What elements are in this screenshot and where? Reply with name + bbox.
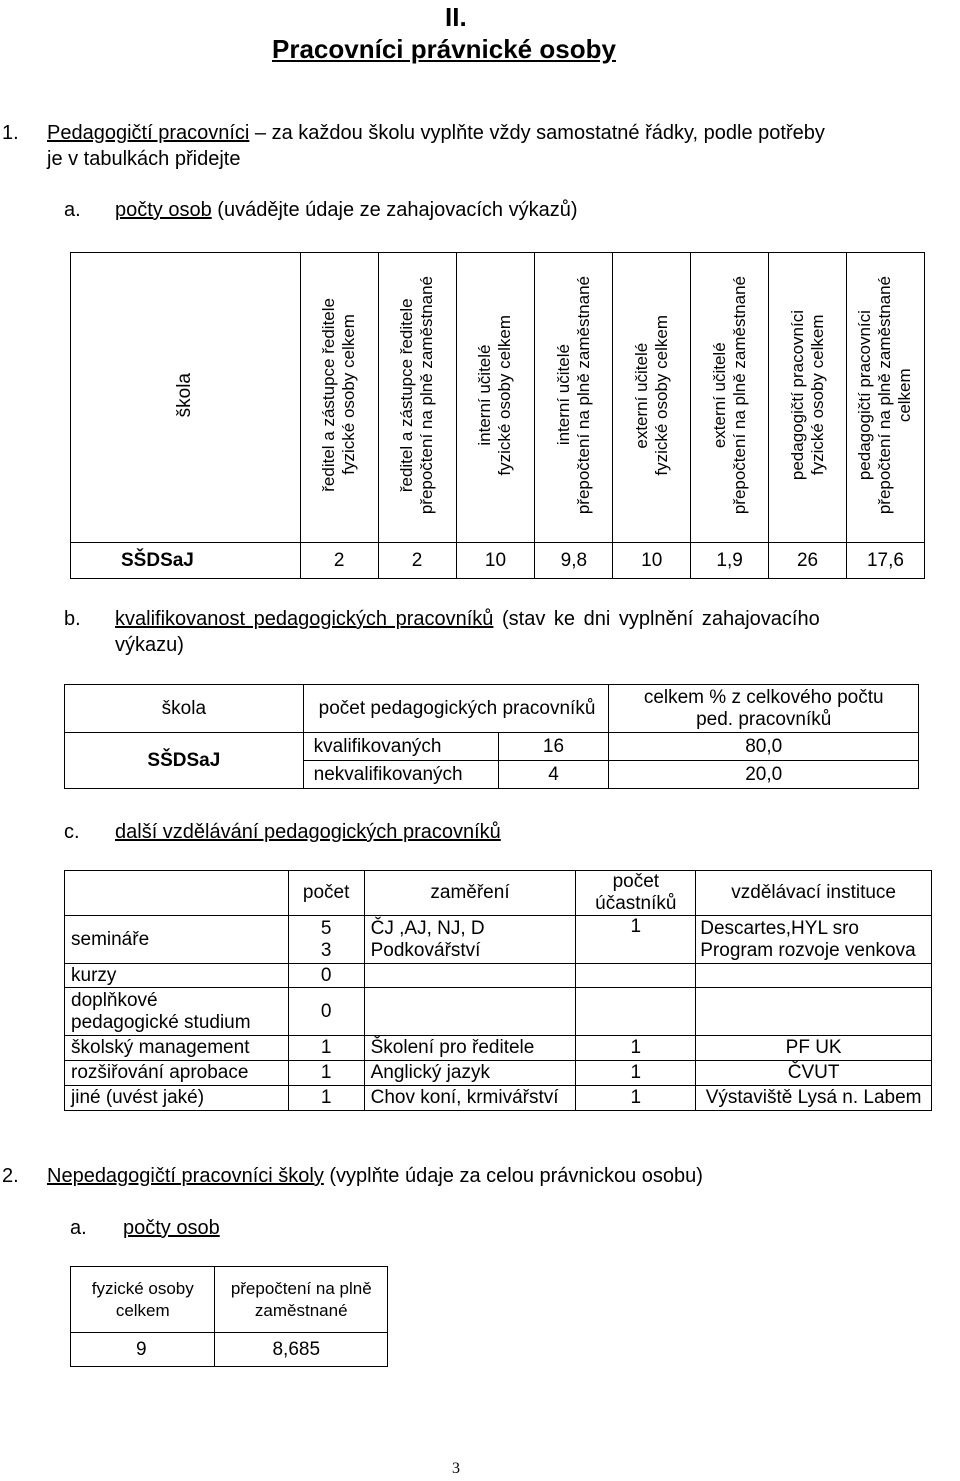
table-c-participants: 1 [576,1036,696,1061]
table-a-header-8 [846,253,924,543]
section-roman-numeral: II. [445,2,467,32]
sub2a-letter: a. [70,1217,87,1239]
header-6-l2: přepočtení na plně zaměstnané [729,275,749,515]
d-header-1-l1: fyzické osoby [91,1278,194,1298]
table-c-institution-header: vzdělávací instituce [696,871,932,916]
table-d-value-2: 8,685 [215,1333,388,1367]
seminare-inst-2: Program rozvoje venkova [700,939,916,961]
table-b-pct: 80,0 [609,733,919,761]
d-header-1-l2: celkem [115,1300,170,1320]
table-c-institution: Výstaviště Lysá n. Labem [696,1086,932,1111]
table-c-focus: Školení pro ředitele [364,1036,576,1061]
header-2-l1: ředitel a zástupce ředitele [397,298,417,492]
table-a-value: 17,6 [846,543,924,579]
table-b-count-header: počet pedagogických pracovníků [303,685,609,733]
sub-a-heading [115,198,578,222]
table-c-row [65,1036,932,1061]
section1-number: 1. [2,122,19,144]
table-a-header-1 [300,253,378,543]
d-header-2-l1: přepočtení na plně [230,1278,372,1298]
table-c-participants [576,964,696,988]
table-c-row [65,1086,932,1111]
table-c-participants: 1 [576,916,696,964]
section2-heading [47,1164,703,1188]
table-c-focus: Anglický jazyk [364,1061,576,1086]
table-c-institution: PF UK [696,1036,932,1061]
header-3-l2: fyzické osoby celkem [495,314,515,476]
table-c-empty-header [65,871,289,916]
table-c-label: školský management [65,1036,289,1061]
table-c-count: 0 [288,988,364,1036]
participants-header-l1: počet [612,871,660,892]
table-a-value: 10 [456,543,535,579]
header-7-l2: fyzické osoby celkem [807,314,827,476]
sub2a-title: počty osob [123,1217,220,1239]
page-number: 3 [452,1460,460,1477]
table-b-school: SŠDSaJ [65,733,304,789]
table-b-school-header: škola [65,685,304,733]
sub-b-heading [115,607,820,631]
table-c-count: 1 [288,1061,364,1086]
table-a-header-2 [378,253,456,543]
sub-b-note: (stav ke dni vyplnění zahajovacího [502,608,820,630]
table-c-count: 1 [288,1036,364,1061]
table-a-value: 10 [613,543,691,579]
table-c-row-doplnkove [65,988,932,1036]
table-qualification [64,684,919,789]
sub-c-title: další vzdělávání pedagogických pracovníků [115,821,501,843]
section2-note: (vyplňte údaje za celou právnickou osobu) [329,1165,703,1187]
sub-c-letter: c. [64,821,80,843]
table-b-row [65,733,919,761]
table-c-count [288,916,364,964]
table-a-value: 9,8 [535,543,613,579]
pct-header-l2: ped. pracovníků [696,708,832,730]
table-c-label: jiné (uvést jaké) [65,1086,289,1111]
header-1-l2: fyzické osoby celkem [339,314,359,476]
table-a-value: 2 [300,543,378,579]
table-c-header-row [65,871,932,916]
table-b-label: nekvalifikovaných [303,761,498,789]
table-a-header-3 [456,253,535,543]
section1-title: Pedagogičtí pracovníci [47,122,250,144]
header-2-l2: přepočtení na plně zaměstnané [417,275,437,515]
header-5-l1: externí učitelé [631,342,651,448]
header-7-l1: pedagogičtí pracovníci [787,309,807,481]
table-c-participants-header [576,871,696,916]
section2-number: 2. [2,1165,19,1187]
table-b-count: 16 [498,733,609,761]
table-c-focus: Chov koní, krmivářství [364,1086,576,1111]
header-8-l1: pedagogičtí pracovníci [855,309,875,481]
table-d-data-row [71,1333,388,1367]
table-c-participants [576,988,696,1036]
table-c-focus [364,964,576,988]
page-title: Pracovníci právnické osoby [272,34,616,64]
sub-b-line2: výkazu) [115,634,184,656]
table-a-value: 2 [378,543,456,579]
table-b-header-row [65,685,919,733]
table-c-label: rozšiřování aprobace [65,1061,289,1086]
table-c-row [65,1061,932,1086]
table-d-header-1 [71,1267,215,1333]
section1-line1 [47,121,825,145]
table-c-label: kurzy [65,964,289,988]
seminare-focus-2: Podkovářství [370,939,481,961]
sub-b-letter: b. [64,608,81,630]
section1-line2: je v tabulkách přidejte [47,148,241,170]
table-c-focus [364,916,576,964]
table-c-participants: 1 [576,1061,696,1086]
header-8-l2: přepočtení na plně zaměstnané [875,275,895,515]
table-b-pct-header [609,685,919,733]
sub-a-title: počty osob [115,199,212,221]
table-d-value-1: 9 [71,1333,215,1367]
header-5-l2: fyzické osoby celkem [651,314,671,476]
header-4-l1: interní učitelé [553,344,573,446]
table-c-focus [364,988,576,1036]
table-c-focus-header: zaměření [364,871,576,916]
table-c-label [65,988,289,1036]
table-staff-counts [70,252,925,579]
table-c-row-kurzy [65,964,932,988]
table-c-count: 1 [288,1086,364,1111]
table-c-label: semináře [65,916,289,964]
table-b-pct: 20,0 [609,761,919,789]
seminare-focus-1: ČJ ,AJ, NJ, D [370,917,485,939]
table-c-institution [696,964,932,988]
table-b-count: 4 [498,761,609,789]
table-d-header-row [71,1267,388,1333]
participants-header-l2: účastníků [595,893,677,914]
seminare-count-2: 3 [320,939,332,961]
table-a-header-row [71,253,925,543]
doplnkove-label-l1: doplňkové [71,989,158,1011]
table-c-row-seminare [65,916,932,964]
header-8-l3: celkem [895,368,915,422]
section1-text: – za každou školu vyplňte vždy samostatné řádky, podle potřeby [254,122,825,144]
doplnkove-label-l2: pedagogické studium [71,1011,251,1033]
d-header-2-l2: zaměstnané [254,1300,348,1320]
table-a-school: SŠDSaJ [71,543,301,579]
table-a-data-row [71,543,925,579]
table-a-school-header-cell [71,253,301,543]
header-4-l2: přepočtení na plně zaměstnané [573,275,593,515]
table-c-count: 0 [288,964,364,988]
table-a-value: 26 [769,543,847,579]
table-a-header-6 [691,253,769,543]
header-1-l1: ředitel a zástupce ředitele [319,298,339,492]
table-a-header-7 [769,253,847,543]
table-b-label: kvalifikovaných [303,733,498,761]
header-3-l1: interní učitelé [475,344,495,446]
seminare-count-1: 5 [320,917,332,939]
table-a-header-4 [535,253,613,543]
table-further-education [64,870,932,1111]
table-a-value: 1,9 [691,543,769,579]
pct-header-l1: celkem % z celkového počtu [643,686,884,708]
sub-a-note: (uvádějte údaje ze zahajovacích výkazů) [217,199,578,221]
table-c-institution: ČVUT [696,1061,932,1086]
table-c-institution [696,916,932,964]
section2-title: Nepedagogičtí pracovníci školy [47,1165,324,1187]
header-6-l1: externí učitelé [709,342,729,448]
table-c-participants: 1 [576,1086,696,1111]
sub-b-title: kvalifikovanost pedagogických pracovníků [115,608,494,630]
table-nonpedagogical [70,1266,388,1367]
table-c-count-header: počet [288,871,364,916]
table-a-header-5 [613,253,691,543]
table-d-header-2 [215,1267,388,1333]
table-c-institution [696,988,932,1036]
sub-a-letter: a. [64,199,81,221]
seminare-inst-1: Descartes,HYL sro [700,917,859,939]
table-a-school-header: škola [174,372,196,418]
